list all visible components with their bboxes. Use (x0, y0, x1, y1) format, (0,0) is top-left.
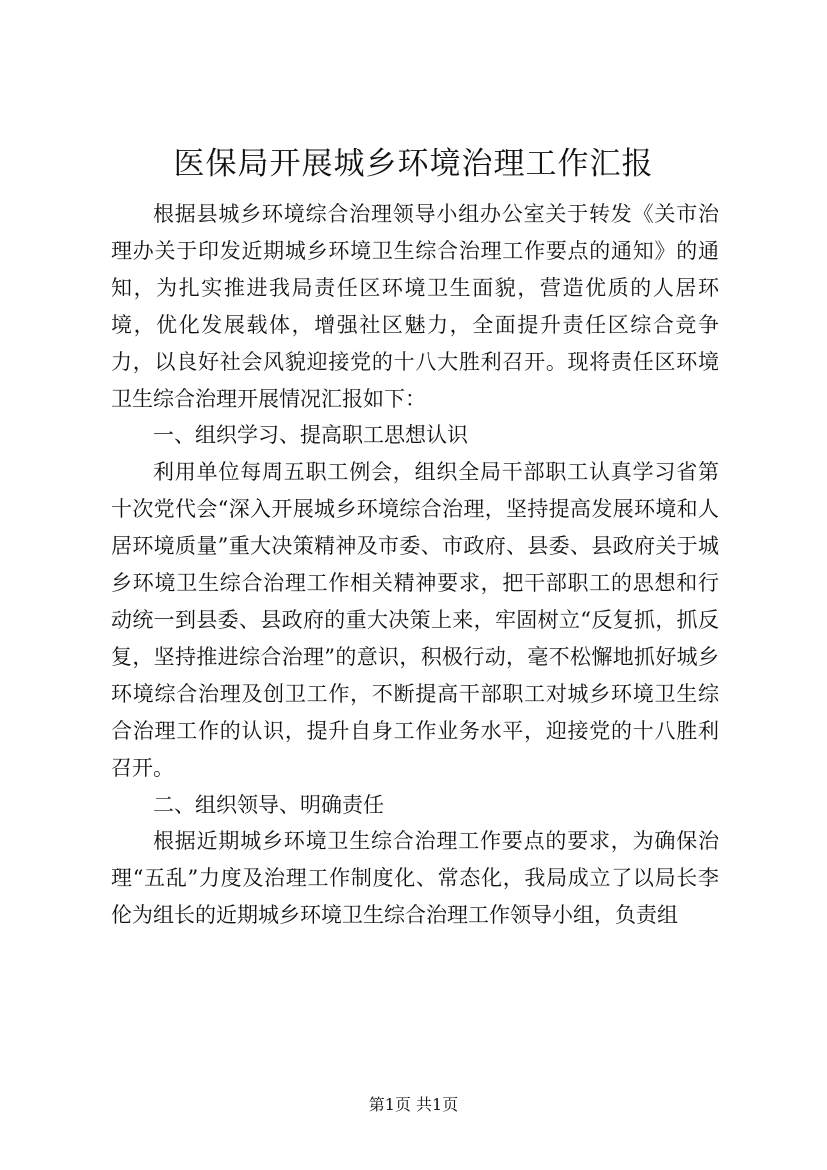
paragraph-section-1: 利用单位每周五职工例会，组织全局干部职工认真学习省第十次党代会“深入开展城乡环境综合治理，坚持提高发展环境和人居环境质量”重大决策精神及市委、市政府、县委、县政府关于城乡环境卫生综合治理工作相关精神要求，把干部职工的思想和行动统一到县委、县政府的重大决策上来，牢固树立“反复抓，抓反复，坚持推进综合治理”的意识，积极行动，毫不松懈地抓好城乡环境综合治理及创卫工作，不断提高干部职工对城乡环境卫生综合治理工作的认识，提升自身工作业务水平，迎接党的十八胜利召开。 (111, 460, 719, 780)
page-footer: 第1页 共1页 (368, 1095, 459, 1114)
section-heading-2: 二、组织领导、明确责任 (153, 792, 384, 817)
paragraph-section-2: 根据近期城乡环境卫生综合治理工作要点的要求，为确保治理“五乱”力度及治理工作制度化、常态化，我局成立了以局长李伦为组长的近期城乡环境卫生综合治理工作领导小组，负责组 (111, 829, 719, 928)
section-heading-1: 一、组织学习、提高职工思想认识 (153, 423, 468, 448)
document-title: 医保局开展城乡环境治理工作汇报 (173, 146, 654, 182)
paragraph-intro: 根据县城乡环境综合治理领导小组办公室关于转发《关市治理办关于印发近期城乡环境卫生综合治理工作要点的通知》的通知，为扎实推进我局责任区环境卫生面貌，营造优质的人居环境，优化发展载体，增强社区魅力，全面提升责任区综合竞争力，以良好社会风貌迎接党的十八大胜利召开。现将责任区环境卫生综合治理开展情况汇报如下： (111, 202, 719, 411)
document-body (111, 196, 719, 934)
